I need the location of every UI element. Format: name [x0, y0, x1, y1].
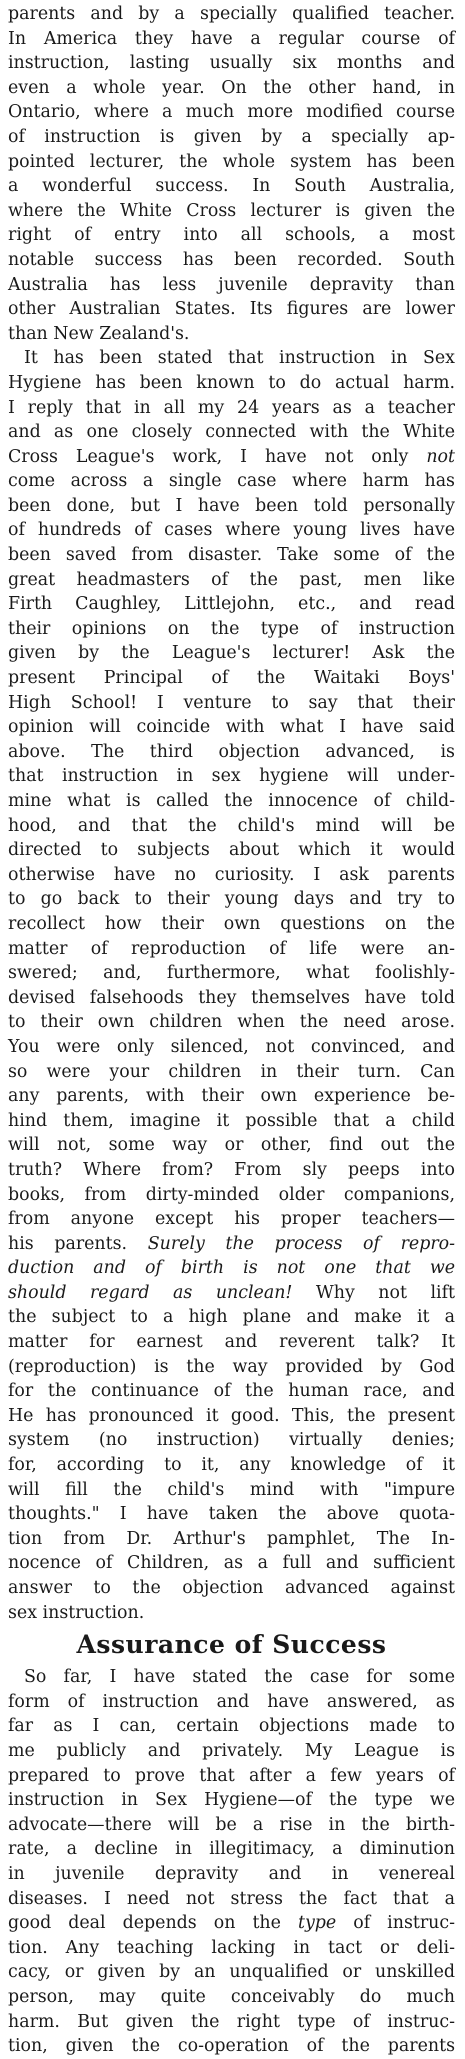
text-line: otherwise have no curiosity. I ask parents	[8, 864, 455, 885]
text-line: recollect how their own questions on the	[8, 913, 455, 934]
text-line: their opinions on the type of instruction	[8, 618, 455, 639]
text-line: answer to the objection advanced against	[8, 1578, 455, 1598]
text-line: advocate—there will be a rise in the birth-	[8, 1814, 455, 1835]
text-line: person, may quite conceivably do much	[8, 1986, 455, 2007]
text-line: that instruction in sex hygiene will under-	[8, 766, 455, 787]
text-line: me publicly and privately. My League is	[8, 1740, 455, 1761]
text-line: above. The third objection advanced, is	[8, 741, 455, 762]
text-line: will not, some way or other, find out the	[8, 1135, 455, 1156]
emphasis-text: type	[297, 1913, 337, 1934]
text-line: and as one closely connected with the White	[8, 422, 455, 443]
text-line: any parents, with their own experience be-	[8, 1086, 455, 1107]
text-line: a wonderful success. In South Australia,	[8, 176, 455, 197]
text-line: to their own children when the need arose.	[8, 1012, 455, 1033]
text-line: (reproduction) is the way provided by God	[8, 1356, 455, 1377]
paragraph-block-g	[8, 1305, 455, 1625]
text-line: tion. Any teaching lacking in tact or deli-	[8, 1937, 455, 1958]
paragraph-block-h	[8, 1665, 455, 1911]
text-line: swered; and, furthermore, what foolishly-	[8, 963, 455, 984]
text-line: other Australian States. Its figures are lower	[8, 299, 455, 320]
text-run: good deal depends on the	[8, 1913, 298, 1934]
text-line: been saved from disaster. Take some of the	[8, 545, 455, 566]
text-line: It has been stated that instruction in Sex	[24, 348, 455, 369]
text-line: form of instruction and have answered, as	[8, 1691, 455, 1712]
text-line: to go back to their young days and try to	[8, 889, 455, 910]
text-line	[8, 445, 455, 470]
text-line: books, from dirty-minded older companions,	[8, 1184, 455, 1205]
text-line: sex instruction.	[8, 1602, 145, 1623]
text-line: right of entry into all schools, a most	[8, 225, 455, 246]
text-line: than New Zealand's.	[8, 323, 190, 344]
text-line: hind them, imagine it possible that a child	[8, 1110, 455, 1131]
text-run: Cross League's work, I have not only	[8, 446, 427, 467]
text-line: of hundreds of cases where young lives have	[8, 520, 455, 541]
text-line: present Principal of the Waitaki Boys'	[8, 668, 455, 689]
emphasis-text: duction and of birth is not one that we	[8, 1258, 455, 1279]
text-line: for the continuance of the human race, and	[8, 1381, 455, 1402]
text-line: been done, but I have been told personally	[8, 495, 455, 516]
text-line: come across a single case where harm has	[8, 471, 455, 492]
text-line	[8, 1281, 455, 1306]
text-line: devised falsehoods they themselves have told	[8, 987, 455, 1008]
text-line: parents and by a specially qualified teacher.	[8, 4, 455, 24]
text-line: High School! I venture to say that their	[8, 692, 455, 713]
text-line: of instruction is given by a specially ap-	[8, 126, 455, 147]
text-line: even a whole year. On the other hand, in	[8, 77, 455, 98]
text-line: directed to subjects about which it would	[8, 840, 455, 861]
text-line: notable success has been recorded. South	[8, 249, 455, 270]
text-line: pointed lecturer, the whole system has been	[8, 151, 455, 172]
emphasis-text: Surely the process of repro-	[147, 1233, 455, 1254]
text-line	[8, 1911, 455, 1936]
text-line: diseases. I need not stress the fact that a	[8, 1888, 455, 1909]
text-line: the subject to a high plane and make it a	[8, 1307, 455, 1328]
text-line: In America they have a regular course of	[8, 28, 455, 49]
text-line: given by the League's lecturer! Ask the	[8, 643, 455, 664]
text-line: Australia has less juvenile depravity than	[8, 274, 455, 295]
text-line: mine what is called the innocence of child-	[8, 791, 455, 811]
text-line: tion, given the co-operation of the parents	[8, 2036, 455, 2057]
text-line	[8, 1256, 455, 1281]
text-line: tion from Dr. Arthur's pamphlet, The In-	[8, 1528, 455, 1549]
text-run: Why not lift	[292, 1282, 455, 1303]
text-line: instruction, lasting usually six months and	[8, 53, 455, 74]
text-line: rate, a decline in illegitimacy, a diminution	[8, 1839, 455, 1860]
text-line: far as I can, certain objections made to	[8, 1716, 455, 1737]
text-run: his parents.	[8, 1233, 148, 1254]
text-line: from anyone except his proper teachers—	[8, 1209, 455, 1230]
text-line: He has pronounced it good. This, the present	[8, 1405, 455, 1426]
text-line: matter of reproduction of life were an-	[8, 938, 455, 959]
text-line: where the White Cross lecturer is given the	[8, 200, 455, 221]
paragraph-block-a	[8, 2, 455, 445]
text-run: of instruc-	[336, 1913, 455, 1934]
text-line: opinion will coincide with what I have said	[8, 717, 455, 738]
text-line: system (no instruction) virtually denies;	[8, 1430, 455, 1451]
text-line: great headmasters of the past, men like	[8, 569, 455, 590]
text-line: will fill the child's mind with "impure	[8, 1479, 455, 1500]
text-line: You were only silenced, not convinced, and	[8, 1036, 455, 1057]
text-line: so were your children in their turn. Can	[8, 1061, 455, 1082]
text-line: nocence of Children, as a full and sufficient	[8, 1553, 455, 1574]
text-line: Ontario, where a much more modified course	[8, 102, 455, 123]
emphasis-text: not	[426, 446, 455, 467]
text-line: I reply that in all my 24 years as a teacher	[8, 397, 455, 418]
text-line: Firth Caughley, Littlejohn, etc., and read	[8, 594, 455, 615]
text-line: prepared to prove that after a few years of	[8, 1765, 455, 1786]
text-line: for, according to it, any knowledge of it	[8, 1455, 455, 1476]
text-line: thoughts." I have taken the above quota-	[8, 1504, 455, 1525]
text-line: So far, I have stated the case for some	[24, 1667, 455, 1688]
text-line: in juvenile depravity and in venereal	[8, 1863, 455, 1884]
text-line: truth? Where from? From sly peeps into	[8, 1159, 455, 1180]
section-heading: Assurance of Success	[76, 1630, 387, 1660]
text-line	[8, 1232, 455, 1257]
text-line: instruction in Sex Hygiene—of the type we	[8, 1790, 455, 1811]
text-line: harm. But given the right type of instruc-	[8, 2011, 455, 2032]
paragraph-block-c	[8, 469, 455, 1231]
text-line: matter for earnest and reverent talk? It	[8, 1332, 455, 1353]
text-line: hood, and that the child's mind will be	[8, 815, 455, 836]
paragraph-block-j	[8, 1936, 455, 2059]
text-line: cacy, or given by an unqualified or unskilled	[8, 1962, 455, 1983]
emphasis-text: should regard as unclean!	[8, 1282, 293, 1303]
text-line: Hygiene has been known to do actual harm.	[8, 372, 455, 393]
